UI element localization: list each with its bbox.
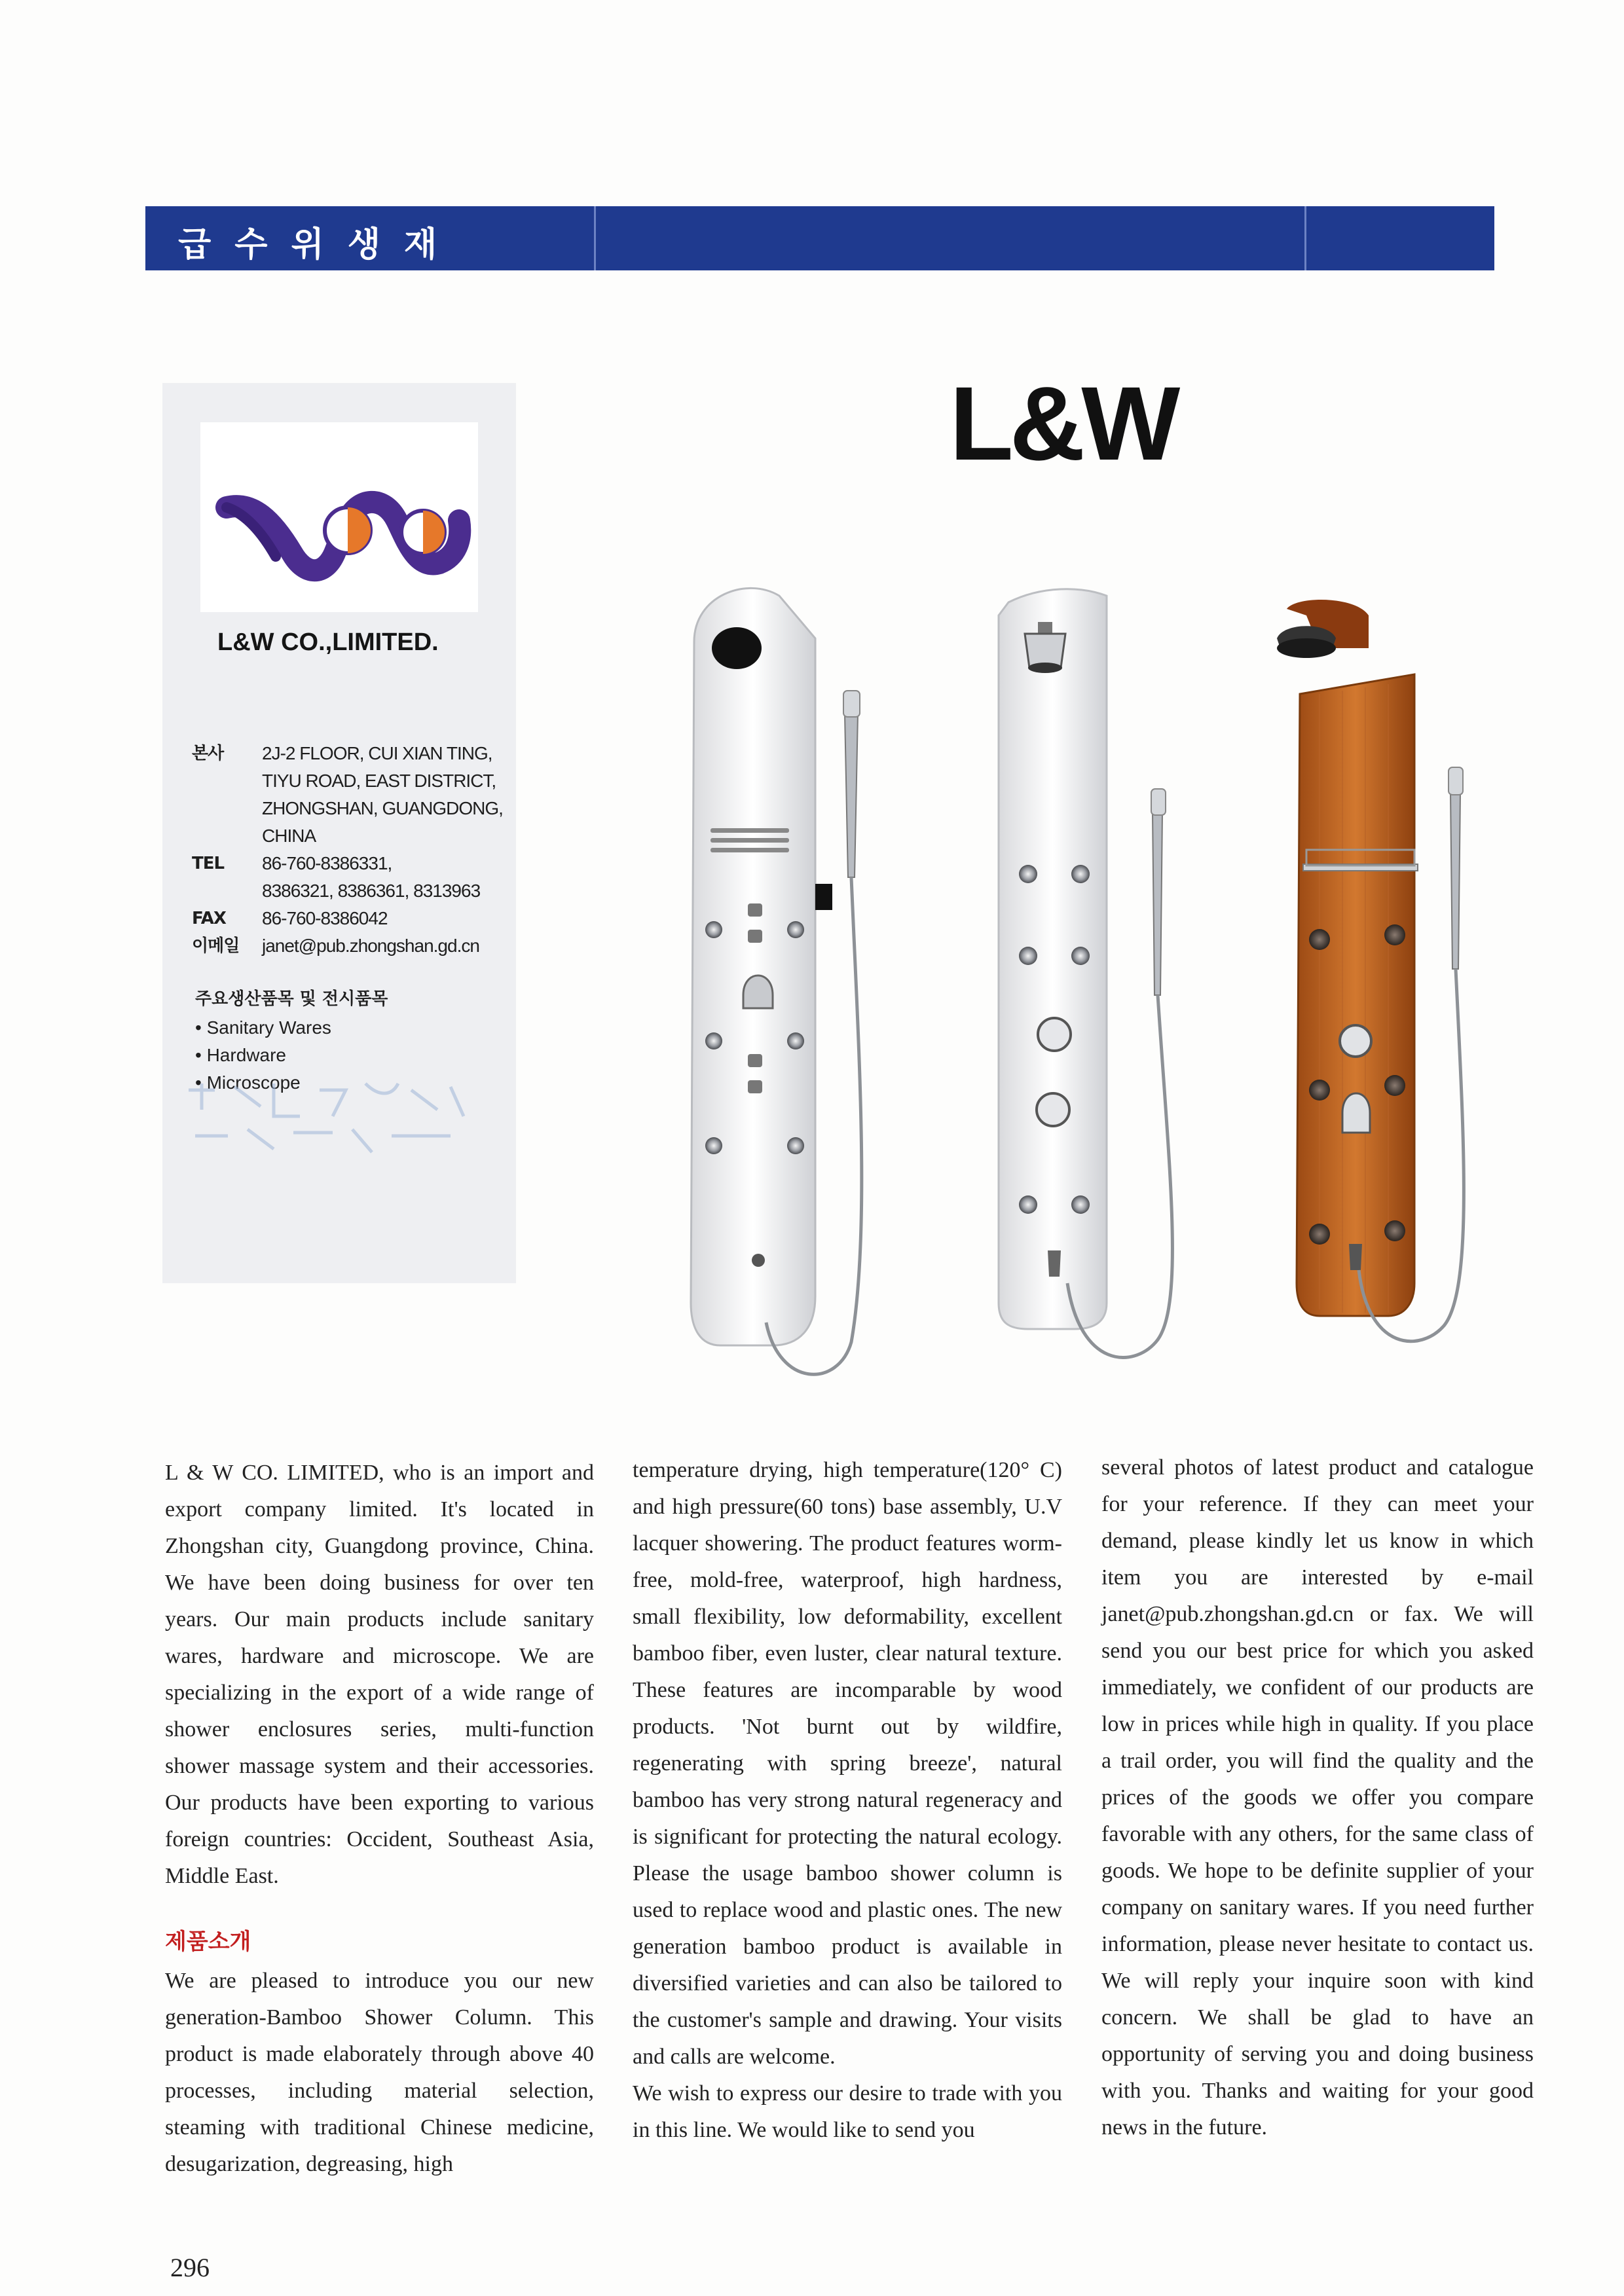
header-divider <box>594 206 596 270</box>
white-shower-panel-1 <box>691 588 862 1374</box>
lw-logo-icon <box>200 422 478 612</box>
category-header-bar <box>145 206 1494 270</box>
product-item: • Microscope <box>195 1072 301 1093</box>
intro-paragraph: L & W CO. LIMITED, who is an import and export company limited. It's located in Zhongshan city, Guangdong province, China. We have been doing business for over ten years. Our main products include sanitary wares, hardware and microscope. We are specializing in the export of a wide range of shower enclosures series, multi-function shower massage system and their accessories. Our products have been exporting to various foreign countries: Occident, Southeast Asia, Middle East. <box>165 1461 594 1888</box>
fax-value: 86-760-8386042 <box>262 908 388 928</box>
faded-stamp-mark <box>175 1070 490 1162</box>
email-row <box>192 932 503 960</box>
shower-column-photos <box>674 576 1526 1401</box>
category-header-text: 급수위생재 <box>178 225 461 264</box>
closing-paragraph: several photos of latest product and catalogue for your reference. If they can meet your demand, please kindly let us know in which item you are interested by e-mail janet@pub.zhongshan.gd.cn or fax. We will send you our best price for which you asked immediately, we confident of our products are low in prices while high in quality. If you place a trail order, you will find the quality and the prices of the goods we offer you compare favorable with any others, for the same class of goods. We hope to be definite supplier of your company on sanitary wares. If you need further information, please never hesitate to contact us. We will reply your inquire soon with kind concern. We shall be glad to have an opportunity of serving you and doing business with you. Thanks and waiting for your good news in the future. <box>1101 1455 1534 2140</box>
company-logo <box>200 422 478 612</box>
bamboo-shower-panel <box>1277 600 1464 1341</box>
address-line: 2J-2 FLOOR, CUI XIAN TING, <box>262 743 492 763</box>
email-value[interactable]: janet@pub.zhongshan.gd.cn <box>262 936 479 956</box>
email-label: 이메일 <box>192 936 240 956</box>
address-label: 본사 <box>192 744 224 763</box>
product-item: • Hardware <box>195 1045 286 1065</box>
shower-panels-illustration <box>674 576 1526 1401</box>
address-line: CHINA <box>262 826 316 846</box>
brand-title: L&W <box>950 365 1177 482</box>
fax-label: FAX <box>192 909 226 928</box>
tel-line: 86-760-8386331, <box>262 853 392 873</box>
address-line: TIYU ROAD, EAST DISTRICT, <box>262 771 496 791</box>
white-shower-panel-2 <box>999 589 1172 1358</box>
product-item: • Sanitary Wares <box>195 1017 331 1038</box>
company-info-box <box>162 383 516 1283</box>
fax-row <box>192 905 503 932</box>
trade-wish-paragraph: We wish to express our desire to trade with you in this line. We would like to send you <box>633 2081 1062 2142</box>
address-line: ZHONGSHAN, GUANGDONG, <box>262 798 503 818</box>
article-column-1 <box>165 1455 594 2183</box>
tel-label: TEL <box>192 854 225 873</box>
tel-line: 8386321, 8386361, 8313963 <box>262 881 481 901</box>
product-features-paragraph: temperature drying, high temperature(120° C) and high pressure(60 tons) base assembly, U.V lacquer showering. The product features worm-free, mold-free, waterproof, high hardness, small flexibility, low deformability, excellent bamboo fiber, even luster, clear natural texture. These features are incomparable by wood products. 'Not burnt out by wildfire, regenerating with spring breeze', natural bamboo has very strong natural regeneracy and is significant for protecting the natural ecology. Please the usage bamboo shower column is used to replace wood and plastic ones. The new generation bamboo product is available in diversified varieties and can also be tailored to the customer's sample and drawing. Your visits and calls are welcome. <box>633 1458 1062 2069</box>
article-column-2 <box>633 1452 1062 2149</box>
product-intro-heading: 제품소개 <box>165 1929 251 1955</box>
product-intro-paragraph: We are pleased to introduce you our new generation-Bamboo Shower Column. This product is made elaborately through above 40 processes, including material selection, steaming with traditional Chinese medicine, desugarization, degreasing, high <box>165 1969 594 2176</box>
header-divider <box>1304 206 1306 270</box>
page-number: 296 <box>170 2253 210 2282</box>
address-row <box>192 740 503 850</box>
company-contact-block <box>192 740 503 960</box>
company-name: L&W CO.,LIMITED. <box>217 629 439 656</box>
main-products-heading: 주요생산품목 및 전시품목 <box>195 989 388 1009</box>
tel-row <box>192 850 503 905</box>
article-column-3 <box>1101 1449 1534 2146</box>
